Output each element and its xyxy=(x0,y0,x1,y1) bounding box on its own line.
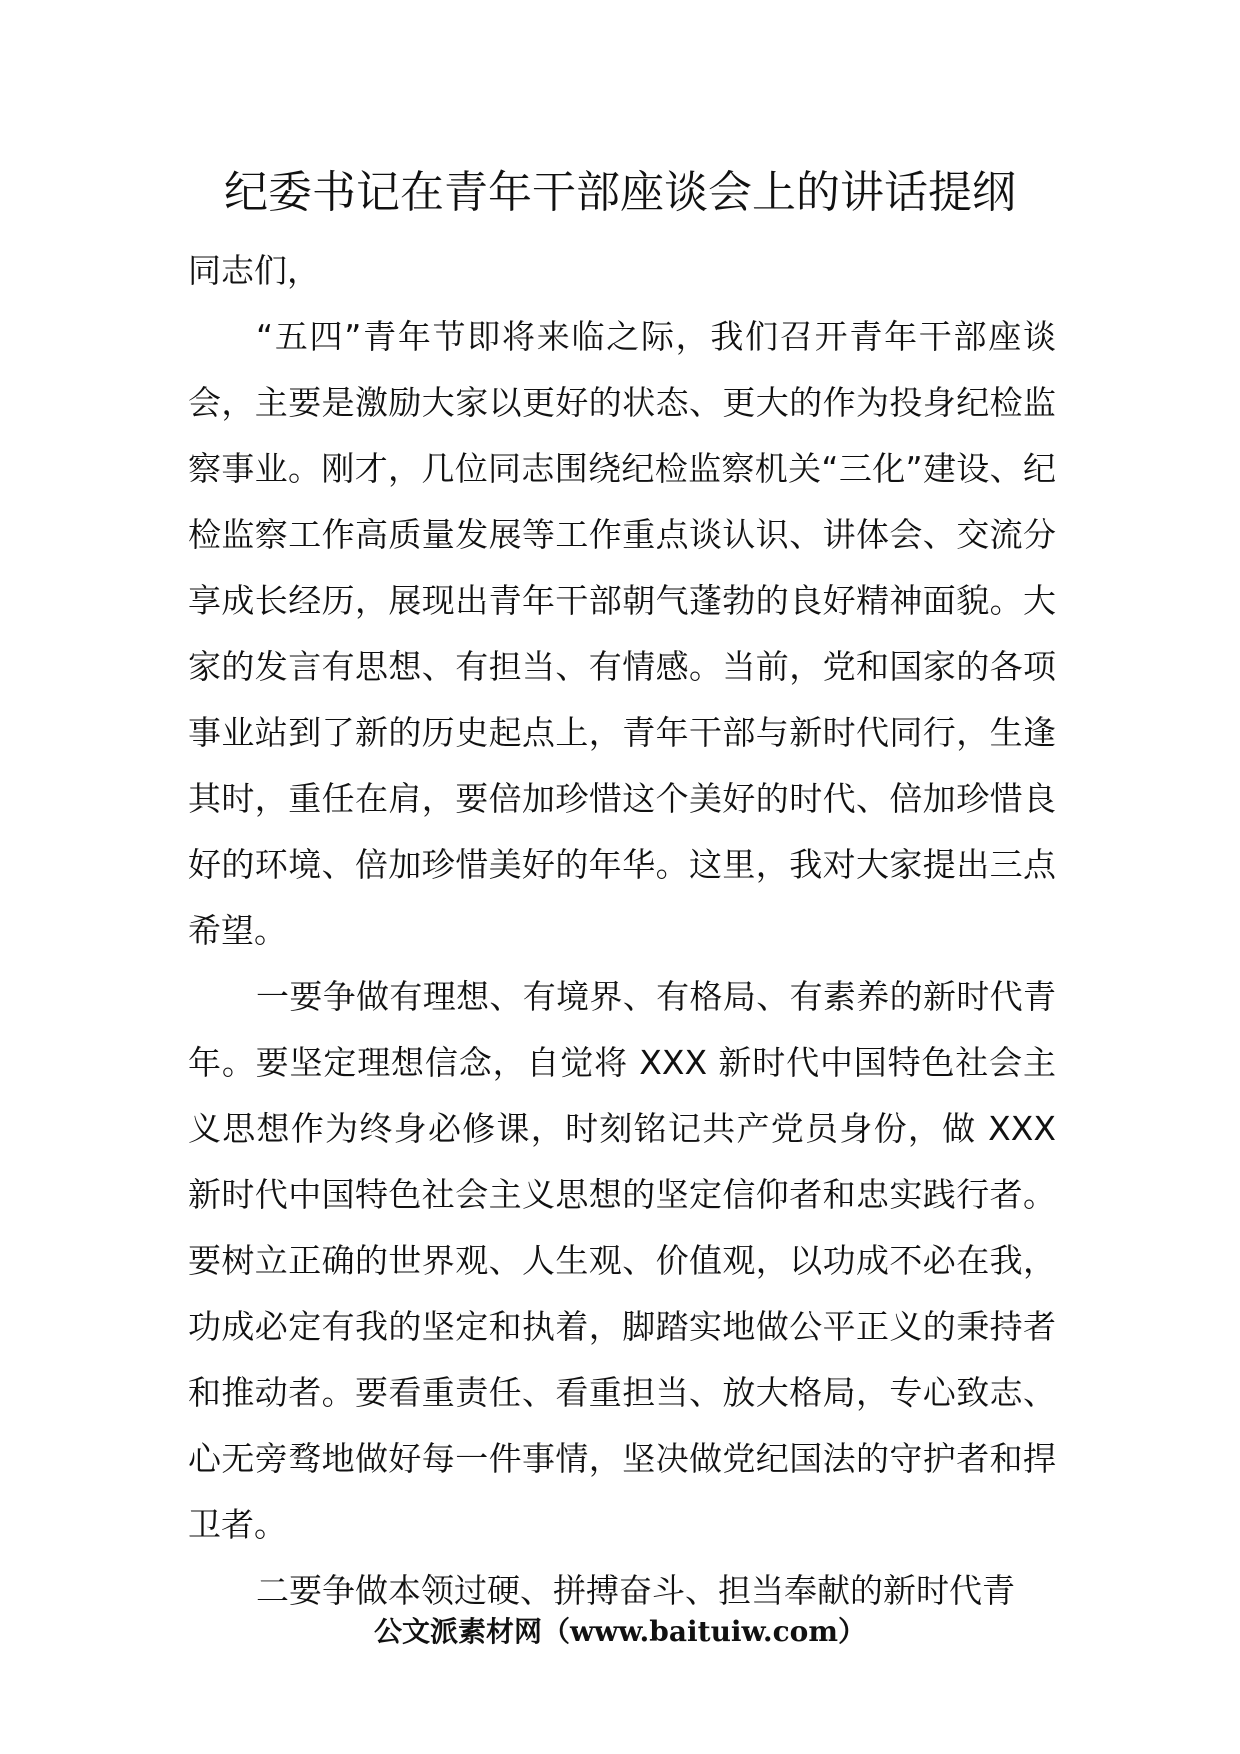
paragraph-point-one: 一要争做有理想、有境界、有格局、有素养的新时代青年。要坚定理想信念，自觉将 XXX 新时代中国特色社会主义思想作为终身必修课，时刻铭记共产党员身份，做 XXX 新时代中国特色社会主义思想的坚定信仰者和忠实践行者。要树立正确的世界观、人生观、价值观，以功成不必在我，功成必定有我的坚定和执着，脚踏实地做公平正义的秉持者和推动者。要看重责任、看重担当、放大格局，专心致志、心无旁骛地做好每一件事情，坚决做党纪国法的守护者和捍卫者。 xyxy=(188,977,1056,1544)
paragraph-point-two: 二要争做本领过硬、拼搏奋斗、担当奉献的新时代青 xyxy=(256,1571,1015,1610)
salutation: 同志们， xyxy=(188,251,320,290)
paragraph-intro: “五四”青年节即将来临之际，我们召开青年干部座谈会，主要是激励大家以更好的状态、更大的作为投身纪检监察事业。刚才，几位同志围绕纪检监察机关“三化”建设、纪检监察工作高质量发展等工作重点谈认识、讲体会、交流分享成长经历，展现出青年干部朝气蓬勃的良好精神面貌。大家的发言有思想、有担当、有情感。当前，党和国家的各项事业站到了新的历史起点上，青年干部与新时代同行，生逢其时，重任在肩，要倍加珍惜这个美好的时代、倍加珍惜良好的环境、倍加珍惜美好的年华。这里，我对大家提出三点希望。 xyxy=(188,317,1056,950)
footer-watermark: 公文派素材网（www.baituiw.com） xyxy=(374,1615,866,1648)
document-title: 纪委书记在青年干部座谈会上的讲话提纲 xyxy=(224,167,1016,218)
document-body xyxy=(188,238,1056,1624)
